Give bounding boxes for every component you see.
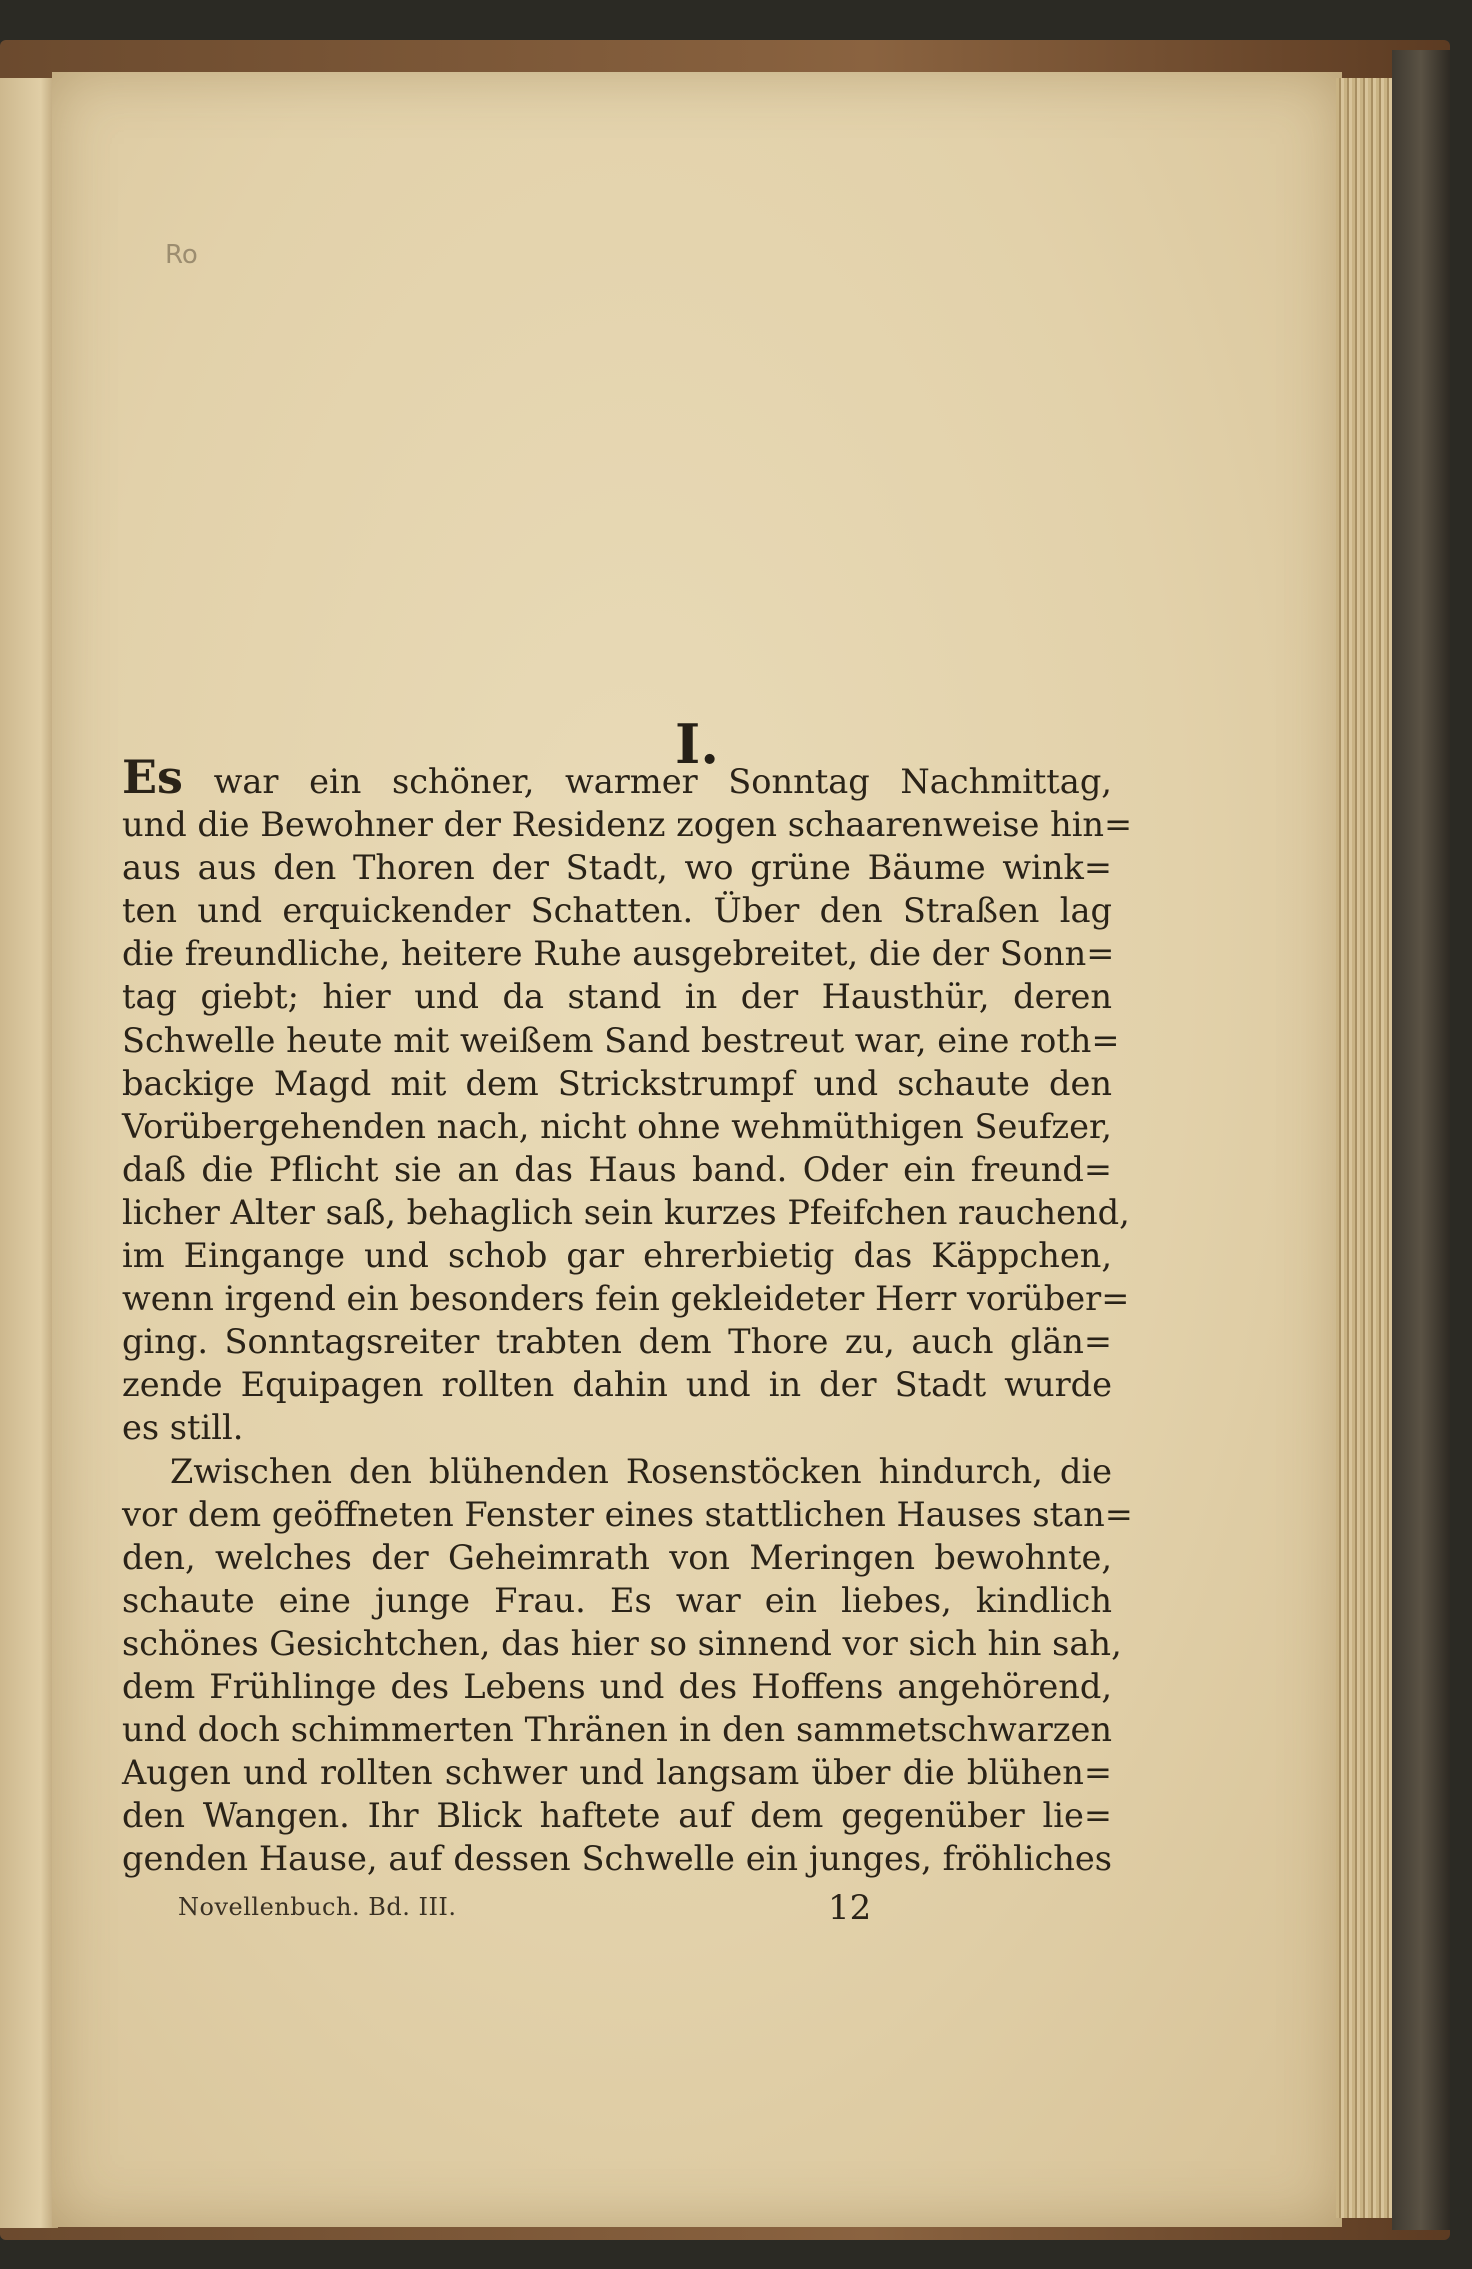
text-line: Es war ein schöner, warmer Sonntag Nachmittag, xyxy=(122,750,1112,804)
text-line: licher Alter saß, behaglich sein kurzes Pfeifchen rauchend, xyxy=(122,1192,1130,1232)
text-line: zende Equipagen rollten dahin und in der Stadt wurde xyxy=(122,1365,1112,1405)
text-line: daß die Pflicht sie an das Haus band. Oder ein freund= xyxy=(122,1149,1112,1189)
text-line: ging. Sonntagsreiter trabten dem Thore zu, auch glän= xyxy=(122,1322,1112,1362)
text-line: den Wangen. Ihr Blick haftete auf dem gegenüber lie= xyxy=(122,1796,1112,1836)
body-text xyxy=(122,750,1133,1880)
text-line: schaute eine junge Frau. Es war ein liebes, kindlich xyxy=(122,1580,1112,1620)
text-line: schönes Gesichtchen, das hier so sinnend vor sich hin sah, xyxy=(122,1623,1122,1663)
book-spine-right xyxy=(1392,50,1450,2230)
text-line: es still. xyxy=(122,1408,244,1448)
text-line: den, welches der Geheimrath von Meringen bewohnte, xyxy=(122,1537,1112,1577)
text-line: wenn irgend ein besonders fein gekleideter Herr vorüber= xyxy=(122,1279,1130,1319)
text-line: genden Hause, auf dessen Schwelle ein junges, fröhliches xyxy=(122,1839,1112,1879)
paragraph-2 xyxy=(122,1450,1133,1881)
text-line: Zwischen den blühenden Rosenstöcken hindurch, die xyxy=(170,1451,1112,1491)
chapter-heading: I. xyxy=(674,712,720,776)
drop-cap: Es xyxy=(122,750,183,804)
text-line: tag giebt; hier und da stand in der Hausthür, deren xyxy=(122,977,1112,1017)
text-line: Augen und rollten schwer und langsam über die blühen= xyxy=(122,1753,1112,1793)
text-line: ten und erquickender Schatten. Über den Straßen lag xyxy=(122,891,1112,931)
text-line: und doch schimmerten Thränen in den sammetschwarzen xyxy=(122,1710,1112,1750)
margin-note: Ro xyxy=(165,240,198,270)
text-line: Vorübergehenden nach, nicht ohne wehmüthigen Seufzer, xyxy=(122,1106,1112,1146)
text-line: Schwelle heute mit weißem Sand bestreut war, eine roth= xyxy=(122,1020,1120,1060)
text-line: dem Frühlinge des Lebens und des Hoffens angehörend, xyxy=(122,1666,1112,1706)
page-stack-edges xyxy=(1336,78,1396,2218)
left-page-edge xyxy=(0,78,58,2228)
text-line: vor dem geöffneten Fenster eines stattlichen Hauses stan= xyxy=(122,1494,1133,1534)
paragraph-1 xyxy=(122,750,1133,1450)
text-line: die freundliche, heitere Ruhe ausgebreitet, die der Sonn= xyxy=(122,934,1115,974)
text-line: aus aus den Thoren der Stadt, wo grüne Bäume wink= xyxy=(122,848,1112,888)
sheet-number: 12 xyxy=(828,1888,872,1928)
text-line: im Eingange und schob gar ehrerbietig das Käppchen, xyxy=(122,1236,1112,1276)
text-line: und die Bewohner der Residenz zogen schaarenweise hin= xyxy=(122,805,1133,845)
text-line: backige Magd mit dem Strickstrumpf und schaute den xyxy=(122,1063,1112,1103)
footer-signature: Novellenbuch. Bd. III. xyxy=(178,1893,457,1921)
